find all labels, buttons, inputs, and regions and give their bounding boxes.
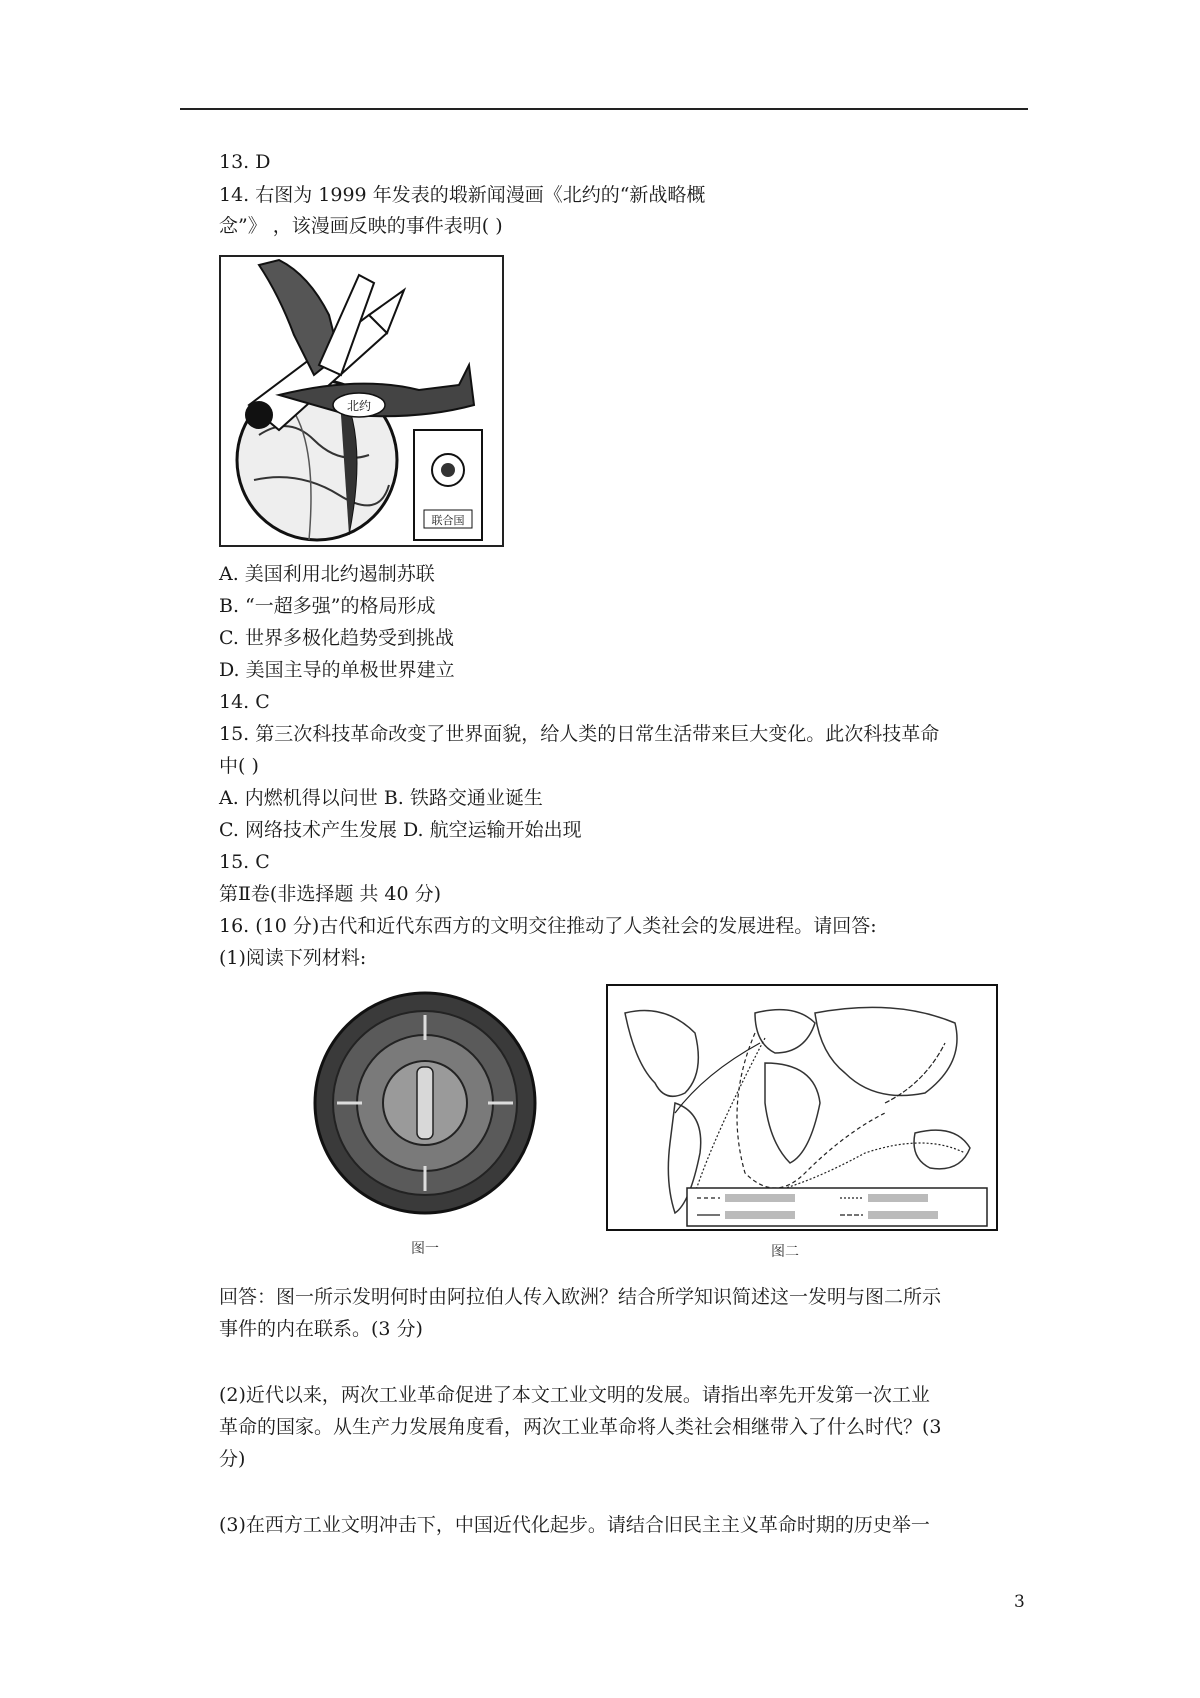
question-15-line1: 15. 第三次科技革命改变了世界面貌，给人类的日常生活带来巨大变化。此次科技革命 [219, 723, 940, 745]
nato-cartoon [219, 255, 504, 547]
cartoon-un-label: 联合国 [431, 514, 465, 527]
options-15ab: A. 内燃机得以问世 B. 铁路交通业诞生 [219, 787, 543, 809]
question-14-line1: 14. 右图为 1999 年发表的塅新闻漫画《北约的“新战略概 [219, 184, 706, 206]
question-16-part2-line2: 革命的国家。从生产力发展角度看，两次工业革命将人类社会相继带入了什么时代？(3 [219, 1416, 942, 1438]
section-2-heading: 第Ⅱ卷(非选择题 共 40 分) [219, 883, 442, 905]
cartoon-nato-label: 北约 [346, 399, 372, 413]
page-number: 3 [1014, 1592, 1025, 1612]
figure-1-compass [300, 985, 550, 1260]
option-14d: D. 美国主导的单极世界建立 [219, 659, 455, 681]
answer-15: 15. C [219, 851, 270, 873]
option-14c: C. 世界多极化趋势受到挑战 [219, 627, 454, 649]
question-16-part1-prompt-line1: 回答：图一所示发明何时由阿拉伯人传入欧洲？结合所学知识简述这一发明与图二所示 [219, 1286, 942, 1308]
answer-14: 14. C [219, 691, 270, 713]
option-14b: B. “一超多强”的格局形成 [219, 595, 436, 617]
figure-2-map [605, 983, 1000, 1263]
header-rule [180, 108, 1028, 110]
figure-1-caption: 图一 [411, 1241, 439, 1257]
question-16-part2-line1: (2)近代以来，两次工业革命促进了本文工业文明的发展。请指出率先开发第一次工业 [219, 1384, 930, 1406]
answer-13: 13. D [219, 151, 271, 173]
options-15cd: C. 网络技术产生发展 D. 航空运输开始出现 [219, 819, 582, 841]
question-14-line2: 念”》 ，该漫画反映的事件表明( ) [219, 215, 503, 237]
question-15-line2: 中( ) [219, 755, 259, 777]
figure-2-caption: 图二 [771, 1244, 799, 1260]
question-16-part1: (1)阅读下列材料: [219, 947, 367, 969]
question-16-part1-prompt-line2: 事件的内在联系。(3 分) [219, 1318, 423, 1340]
question-16-intro: 16. (10 分)古代和近代东西方的文明交往推动了人类社会的发展进程。请回答: [219, 915, 877, 937]
option-14a: A. 美国利用北约遏制苏联 [219, 563, 435, 585]
question-16-part3-line1: (3)在西方工业文明冲击下，中国近代化起步。请结合旧民主主义革命时期的历史举一 [219, 1514, 930, 1536]
question-16-part2-line3: 分) [219, 1448, 246, 1470]
